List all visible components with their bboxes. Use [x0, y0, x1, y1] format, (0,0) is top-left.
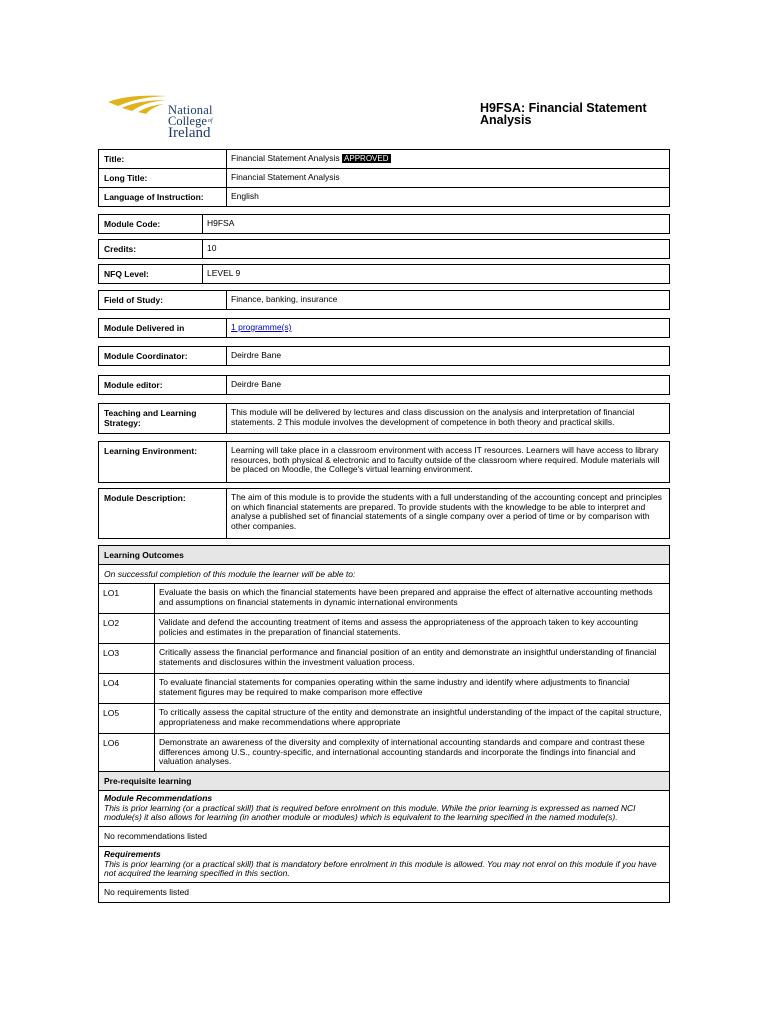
recommendations-title: Module Recommendations [104, 793, 213, 803]
description-block [98, 488, 670, 539]
nfq-label: NFQ Level: [99, 265, 203, 283]
lo-id: LO2 [99, 614, 155, 643]
title-label: Title: [99, 150, 227, 168]
module-code-value: H9FSA [207, 218, 235, 228]
swoosh-logo-icon [108, 94, 170, 120]
module-code-label: Module Code: [99, 215, 203, 233]
approved-badge: APPROVED [344, 154, 389, 163]
teaching-strategy-value: This module will be delivered by lectures and class discussion on the analysis and interpretation of financial statements. 2 This module involves the development of competence in both theory and practical skills. [231, 407, 635, 427]
lo-text: To critically assess the capital structure of the entity and demonstrate an insightful understanding of the impact of the capital structure, appropriateness and make recommendations where appropriate [159, 707, 662, 727]
document-title: H9FSA: Financial Statement Analysis [480, 101, 647, 127]
learning-environment-label: Learning Environment: [99, 442, 227, 482]
lo-id: LO3 [99, 644, 155, 673]
requirements-value: No requirements listed [99, 882, 669, 903]
coordinator-block [98, 346, 670, 366]
language-row [99, 187, 669, 206]
lo-text: To evaluate financial statements for companies operating within the same industry and identify where adjustments to financial statement figures may be required to make comparison more effective [159, 677, 630, 697]
learning-environment-block [98, 441, 670, 483]
logo-line-college: College [168, 114, 207, 128]
long-title-row [99, 168, 669, 187]
field-of-study-label: Field of Study: [99, 291, 227, 309]
nfq-block [98, 264, 670, 284]
lo-id: LO1 [99, 584, 155, 613]
logo-line-ireland: Ireland [168, 125, 211, 141]
learning-environment-value: Learning will take place in a classroom environment with access IT resources. Learners will have access to library resources, both physical & electronic and to faculty outside of the classroom where required. Module materials will be placed on Moodle, the College's virtual learning environment. [231, 445, 660, 474]
lo-text: Demonstrate an awareness of the diversity and complexity of international accounting standards and compare and contrast these differences among U.S., country-specific, and international accounting standards and incorporate the findings into financial and valuation analyses. [159, 737, 645, 766]
lo-id: LO6 [99, 734, 155, 774]
lo-text: Validate and defend the accounting treatment of items and assess the appropriateness of the approach taken to key accounting policies and estimates in the preparation of financial statements. [159, 617, 638, 637]
nfq-value: LEVEL 9 [207, 268, 241, 278]
description-label: Module Description: [99, 489, 227, 538]
table-row [99, 733, 669, 774]
recommendations-value: No recommendations listed [99, 826, 669, 847]
lo-text: Critically assess the financial performance and financial position of an entity and demonstrate an insightful understanding of financial statements and disclosures within the investment valuation process. [159, 647, 657, 667]
credits-value: 10 [207, 243, 217, 253]
teaching-strategy-block [98, 403, 670, 434]
language-label: Language of Instruction: [99, 188, 227, 206]
recommendations-cell [99, 790, 669, 826]
lo-text: Evaluate the basis on which the financial statements have been prepared and appraise the effect of alternative accounting methods and assumptions on financial statements in dynamic international environments [159, 587, 653, 607]
language-value: English [231, 191, 259, 201]
table-row [99, 583, 669, 613]
table-row [99, 673, 669, 703]
editor-block [98, 375, 670, 395]
lo-id: LO5 [99, 704, 155, 733]
teaching-strategy-label: Teaching and Learning Strategy: [99, 404, 227, 433]
requirements-title: Requirements [104, 849, 161, 859]
editor-value: Deirdre Bane [231, 379, 282, 389]
lo-id: LO4 [99, 674, 155, 703]
prerequisite-block [98, 771, 670, 903]
coordinator-value: Deirdre Bane [231, 350, 282, 360]
field-of-study-block [98, 290, 670, 310]
delivered-in-block [98, 318, 670, 338]
requirements-text: This is prior learning (or a practical skill) that is mandatory before enrolment in this module is allowed. You may not enrol on this module if you have not acquired the learning specified in this section. [104, 858, 657, 878]
credits-label: Credits: [99, 240, 203, 258]
prerequisite-heading: Pre-requisite learning [99, 772, 669, 790]
description-value: The aim of this module is to provide the students with a full understanding of the accounting concept and principles on which financial statements are prepared. To provide students with the knowledge to be able to interpret and analyse a published set of financial statements of a single company over a period of time or by comparison with other companies. [231, 492, 662, 531]
module-code-block [98, 214, 670, 234]
delivered-in-label: Module Delivered in [99, 319, 227, 337]
requirements-cell [99, 846, 669, 882]
title-row [99, 150, 669, 168]
college-logo [108, 94, 238, 140]
editor-label: Module editor: [99, 376, 227, 394]
long-title-label: Long Title: [99, 169, 227, 187]
coordinator-label: Module Coordinator: [99, 347, 227, 365]
programmes-link[interactable]: 1 programme(s) [231, 322, 292, 332]
learning-outcomes-heading: Learning Outcomes [99, 546, 669, 564]
logo-line-national: National [168, 103, 213, 117]
learning-outcomes-block [98, 545, 670, 775]
title-value: Financial Statement Analysis [231, 153, 340, 163]
table-row [99, 703, 669, 733]
recommendations-text: This is prior learning (or a practical skill) that is required before enrolment on this module. While the prior learning is expressed as named NCI module(s) it also allows for learning (in another module or modules) which is equivalent to the learning specified in the named module(s). [104, 802, 636, 822]
field-of-study-value: Finance, banking, insurance [231, 294, 338, 304]
table-row [99, 613, 669, 643]
logo-of: of [207, 118, 213, 124]
long-title-value: Financial Statement Analysis [231, 172, 340, 182]
learning-outcomes-intro: On successful completion of this module the learner will be able to: [99, 564, 669, 583]
table-row [99, 643, 669, 673]
title-block [98, 149, 670, 207]
credits-block [98, 239, 670, 259]
